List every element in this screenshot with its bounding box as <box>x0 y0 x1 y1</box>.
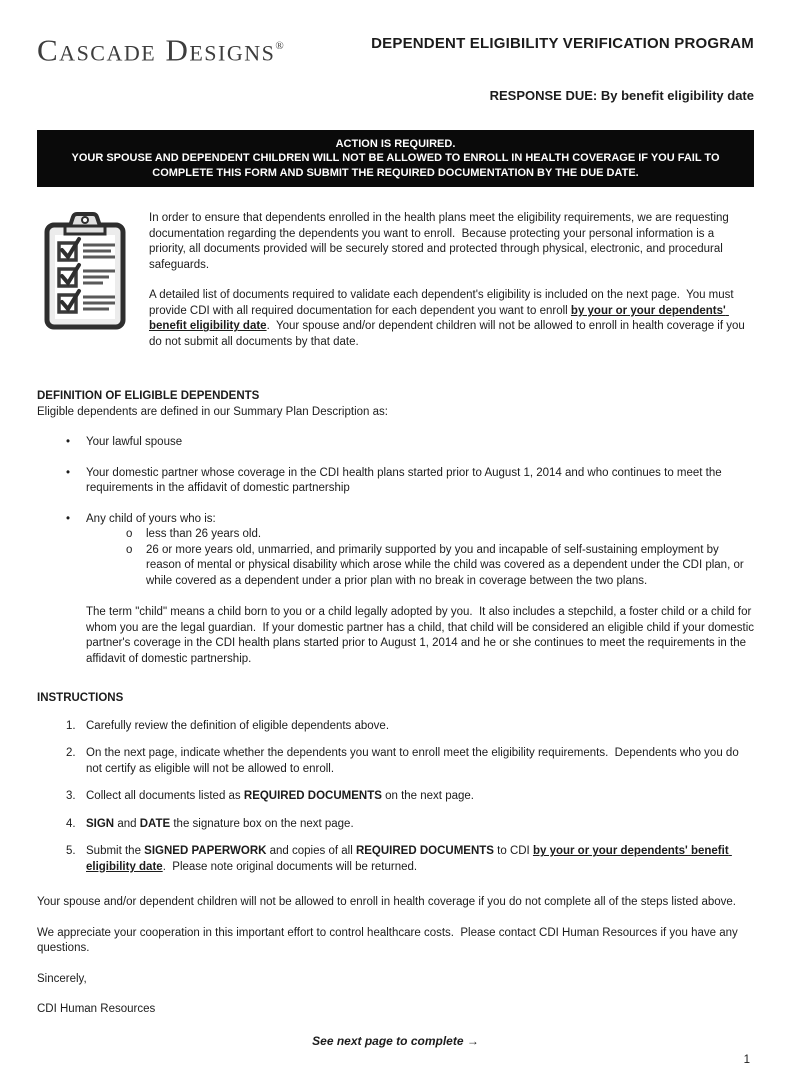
intro-paragraph-2: A detailed list of documents required to validate each dependent's eligibility is included on the next page. You must provide CDI with all required documentation for each dependent you want to enroll by your or your dependents' benefit eligibility date. Your spouse and/or dependent children will not be allowed to enroll in health coverage if you do not submit all documents by that date. <box>149 289 748 348</box>
intro-text <box>149 209 754 365</box>
bullet-icon: • <box>66 512 71 525</box>
list-item <box>37 435 754 451</box>
response-due-line: RESPONSE DUE: By benefit eligibility date <box>489 88 754 104</box>
instruction-item-2 <box>37 746 754 777</box>
instruction-item-3 <box>37 789 754 805</box>
signoff: Sincerely, <box>37 972 87 985</box>
company-logo <box>37 30 284 66</box>
instructions-section <box>37 691 754 875</box>
instructions-heading: INSTRUCTIONS <box>37 692 124 705</box>
instruction-number: 2. <box>66 747 76 760</box>
definition-section <box>37 389 758 667</box>
instruction-item-5 <box>37 844 754 875</box>
child-definition-note: The term "child" means a child born to you or a child legally adopted by you. It also includes a stepchild, a foster child or a child for whom you are the legal guardian. If your domestic partner has a child, that child will be considered an eligible child if your domestic partner's coverage in the CDI health plans started prior to August 1, 2014 and he or she continues to meet the requirements in the affidavit of domestic partnership. <box>86 606 758 665</box>
list-item <box>37 512 754 590</box>
action-required-banner <box>37 130 754 188</box>
list-item <box>86 543 754 590</box>
header <box>37 30 754 66</box>
intro-paragraph-1: In order to ensure that dependents enrolled in the health plans meet the eligibility requirements, we are requesting documentation regarding the dependents you want to enroll. Because protecting your personal information is a priority, all documents provided will be securely stored and protected through physical, electronic, and procedural safeguards. <box>149 212 733 271</box>
bullet-icon: • <box>66 466 71 479</box>
bullet-domestic-partner: Your domestic partner whose coverage in the CDI health plans started prior to August 1, 2014 and who continues to meet the requirements in the affidavit of domestic partnership <box>86 466 725 495</box>
clipboard-checklist-icon <box>37 209 133 365</box>
bullet-lawful-spouse: Your lawful spouse <box>86 436 183 449</box>
page-number: 1 <box>743 1054 750 1067</box>
see-next-page-note: See next page to complete → <box>312 1033 479 1048</box>
banner-line-1: ACTION IS REQUIRED. <box>335 137 456 150</box>
banner-line-2: YOUR SPOUSE AND DEPENDENT CHILDREN WILL NOT BE ALLOWED TO ENROLL IN HEALTH COVERAGE IF YOU FAIL TO COMPLETE THIS FORM AND SUBMIT THE REQUIRED DOCUMENTATION BY THE DUE DATE. <box>71 152 720 179</box>
instruction-text: Carefully review the definition of eligible dependents above. <box>86 719 390 732</box>
closing-thanks: We appreciate your cooperation in this important effort to control healthcare costs. Please contact CDI Human Resources if you have any questions. <box>37 926 742 955</box>
instruction-item-1 <box>37 719 754 735</box>
instruction-text: SIGN and DATE the signature box on the next page. <box>86 817 354 830</box>
definition-lead: Eligible dependents are defined in our Summary Plan Description as: <box>37 405 388 418</box>
instruction-number: 4. <box>66 817 76 830</box>
signature-name: CDI Human Resources <box>37 1003 156 1016</box>
list-item <box>86 527 754 543</box>
list-item <box>37 466 754 497</box>
registered-trademark-symbol: ® <box>275 40 284 52</box>
instruction-item-4 <box>37 817 754 833</box>
instruction-text: Collect all documents listed as REQUIRED DOCUMENTS on the next page. <box>86 790 474 803</box>
instruction-text: On the next page, indicate whether the dependents you want to enroll meet the eligibility requirements. Dependents who you do not certify as eligible will not be allowed to enroll. <box>86 747 742 775</box>
bullet-icon: • <box>66 436 71 449</box>
closing-warning: Your spouse and/or dependent children will not be allowed to enroll in health coverage if you do not complete all of the steps listed above. <box>37 896 736 909</box>
sub-bullet-26-or-more: 26 or more years old, unmarried, and primarily supported by you and incapable of self-sustaining employment by reason of mental or physical disability which arose while the child was covered as a dependent under the CDI plan, or while covered as a dependent under a prior plan with no break in coverage between the two plans. <box>146 543 747 587</box>
program-title: DEPENDENT ELIGIBILITY VERIFICATION PROGRAM <box>371 35 754 52</box>
bullet-any-child-label: Any child of yours who is: <box>86 512 216 525</box>
company-logo-text: Cascade Designs <box>37 32 276 68</box>
sub-bullet-under-26: less than 26 years old. <box>146 528 262 541</box>
instruction-number: 3. <box>66 790 76 803</box>
sub-bullet-icon: o <box>126 528 133 541</box>
instruction-number: 1. <box>66 719 76 732</box>
sub-bullet-icon: o <box>126 543 133 556</box>
instruction-text: Submit the SIGNED PAPERWORK and copies of all REQUIRED DOCUMENTS to CDI by your or your dependents' benefit eligibility date. Please note original documents will be returned. <box>86 845 732 873</box>
bullet-any-child <box>86 512 754 590</box>
intro-section <box>37 209 754 365</box>
instruction-number: 5. <box>66 845 76 858</box>
definition-heading: DEFINITION OF ELIGIBLE DEPENDENTS <box>37 390 260 403</box>
